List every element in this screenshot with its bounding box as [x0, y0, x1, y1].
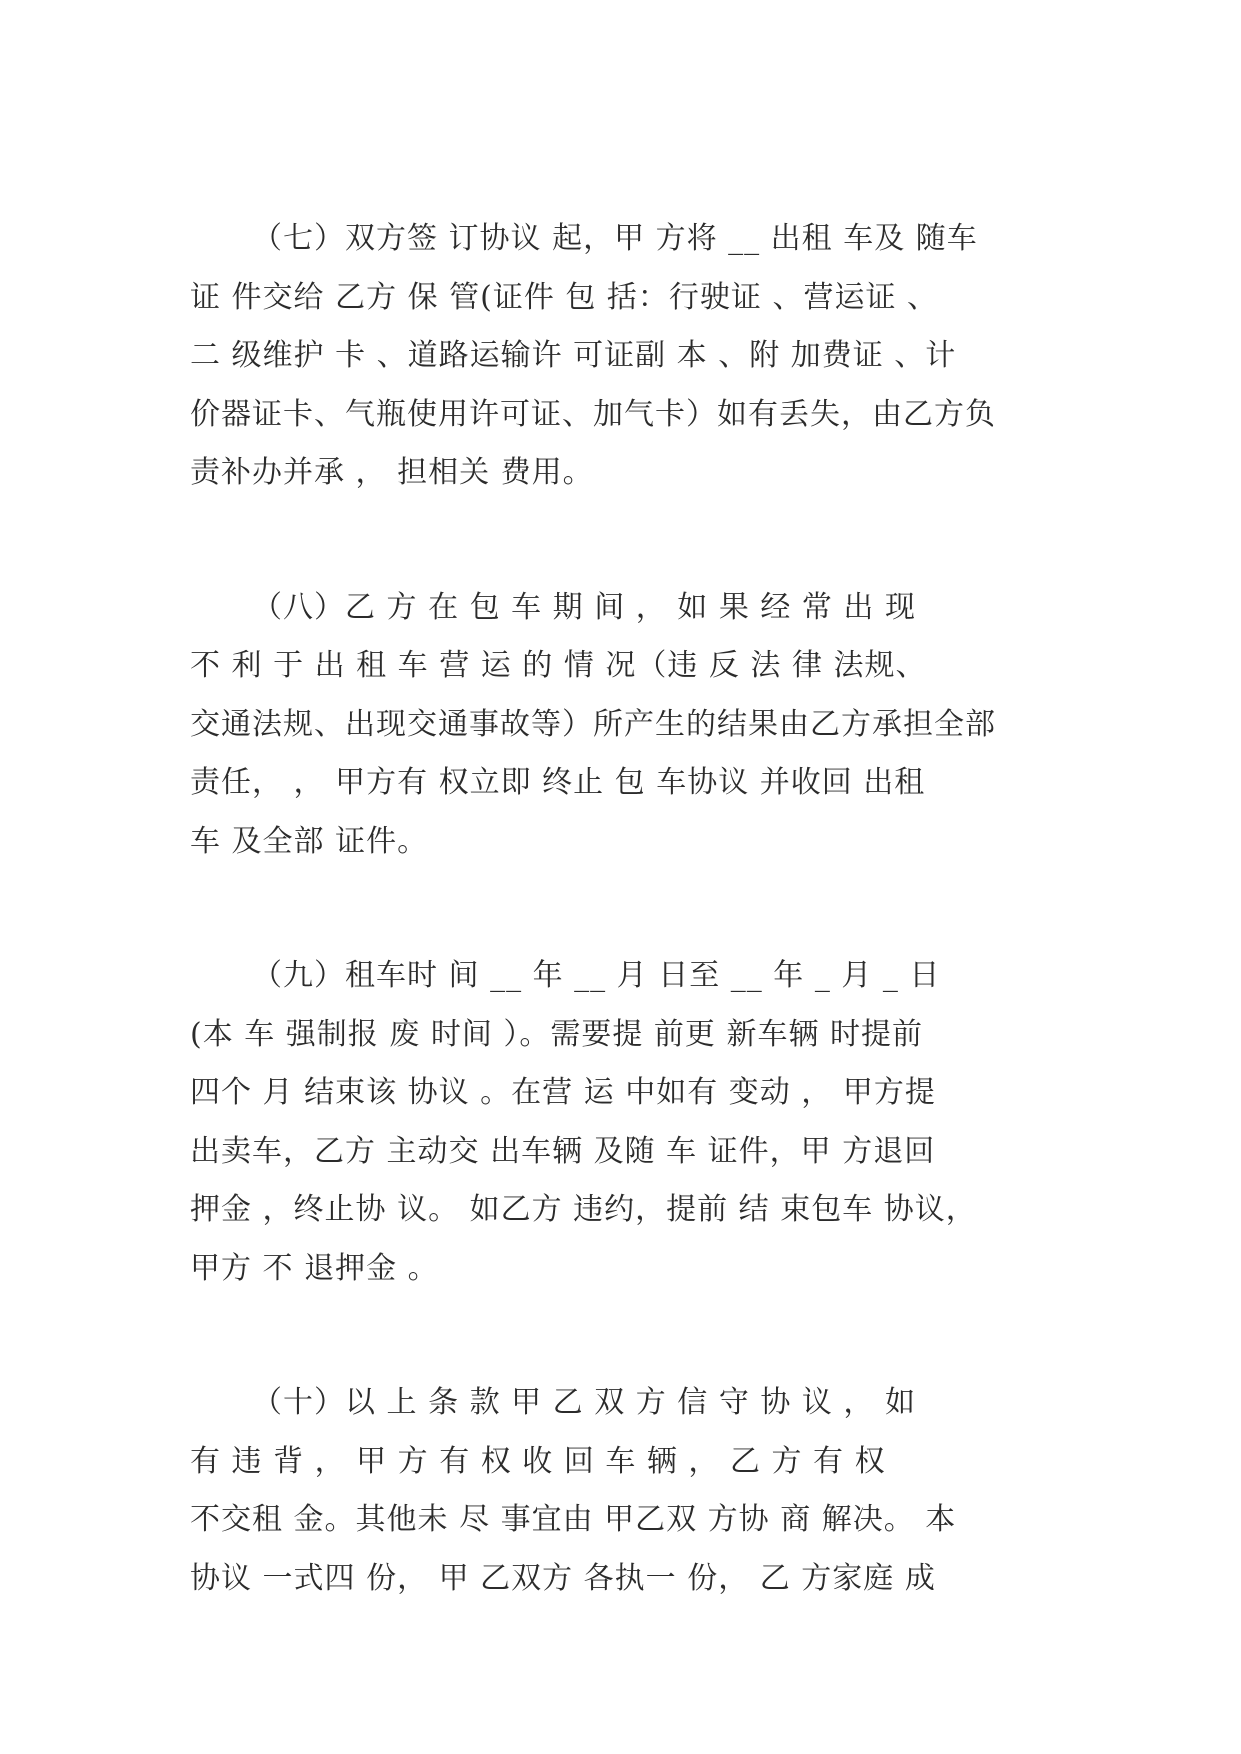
text-line: （十）以 上 条 款 甲 乙 双 方 信 守 协 议 ， 如 — [252, 1385, 916, 1420]
text-line: 交通法规、出现交通事故等）所产生的结果由乙方承担全部 — [190, 706, 996, 742]
clause-9 — [190, 947, 1050, 1298]
text-line: 出卖车，乙方 主动交 出车辆 及随 车 证件，甲 方退回 — [190, 1133, 936, 1169]
text-line: 责补办并承 ， 担相关 费用。 — [190, 455, 594, 490]
text-line: 责任， ， 甲方有 权立即 终止 包 车协议 并收回 出租 — [190, 765, 926, 800]
text-line: （九）租车时 间 __ 年 __ 月 日至 __ 年 _ 月 _ 日 — [252, 958, 941, 993]
text-line: 二 级维护 卡 、道路运输许 可证副 本 、附 加费证 、计 — [190, 338, 957, 373]
text-line: 价器证卡、气瓶使用许可证、加气卡）如有丢失，由乙方负 — [190, 396, 996, 432]
text-line: 有 违 背 ， 甲 方 有 权 收 回 车 辆 ， 乙 方 有 权 — [190, 1443, 886, 1479]
text-line: 押金 ，终止协 议。 如乙方 违约，提前 结 束包车 协议， — [190, 1192, 977, 1227]
text-line: 四个 月 结束该 协议 。在营 运 中如有 变动 ， 甲方提 — [190, 1075, 936, 1110]
text-line: （七）双方签 订协议 起，甲 方将 __ 出租 车及 随车 — [252, 221, 978, 256]
clause-10 — [190, 1374, 1050, 1608]
text-line: 甲方 不 退押金 。 — [190, 1250, 439, 1286]
text-line: 不交租 金。其他未 尽 事宜由 甲乙双 方协 商 解决。 本 — [190, 1502, 957, 1537]
text-line: 不 利 于 出 租 车 营 运 的 情 况（违 反 法 律 法规、 — [190, 648, 927, 683]
clause-8 — [190, 579, 1050, 872]
text-line: (本 车 强制报 废 时间 ）。需要提 前更 新车辆 时提前 — [190, 1016, 923, 1052]
clause-7 — [190, 210, 1050, 503]
text-line: 车 及全部 证件。 — [190, 823, 429, 859]
text-line: 证 件交给 乙方 保 管(证件 包 括：行驶证 、营运证 、 — [190, 279, 938, 315]
document-page — [190, 210, 1050, 1684]
text-line: （八）乙 方 在 包 车 期 间 ， 如 果 经 常 出 现 — [252, 589, 916, 625]
text-line: 协议 一式四 份， 甲 乙双方 各执一 份， 乙 方家庭 成 — [190, 1560, 936, 1596]
